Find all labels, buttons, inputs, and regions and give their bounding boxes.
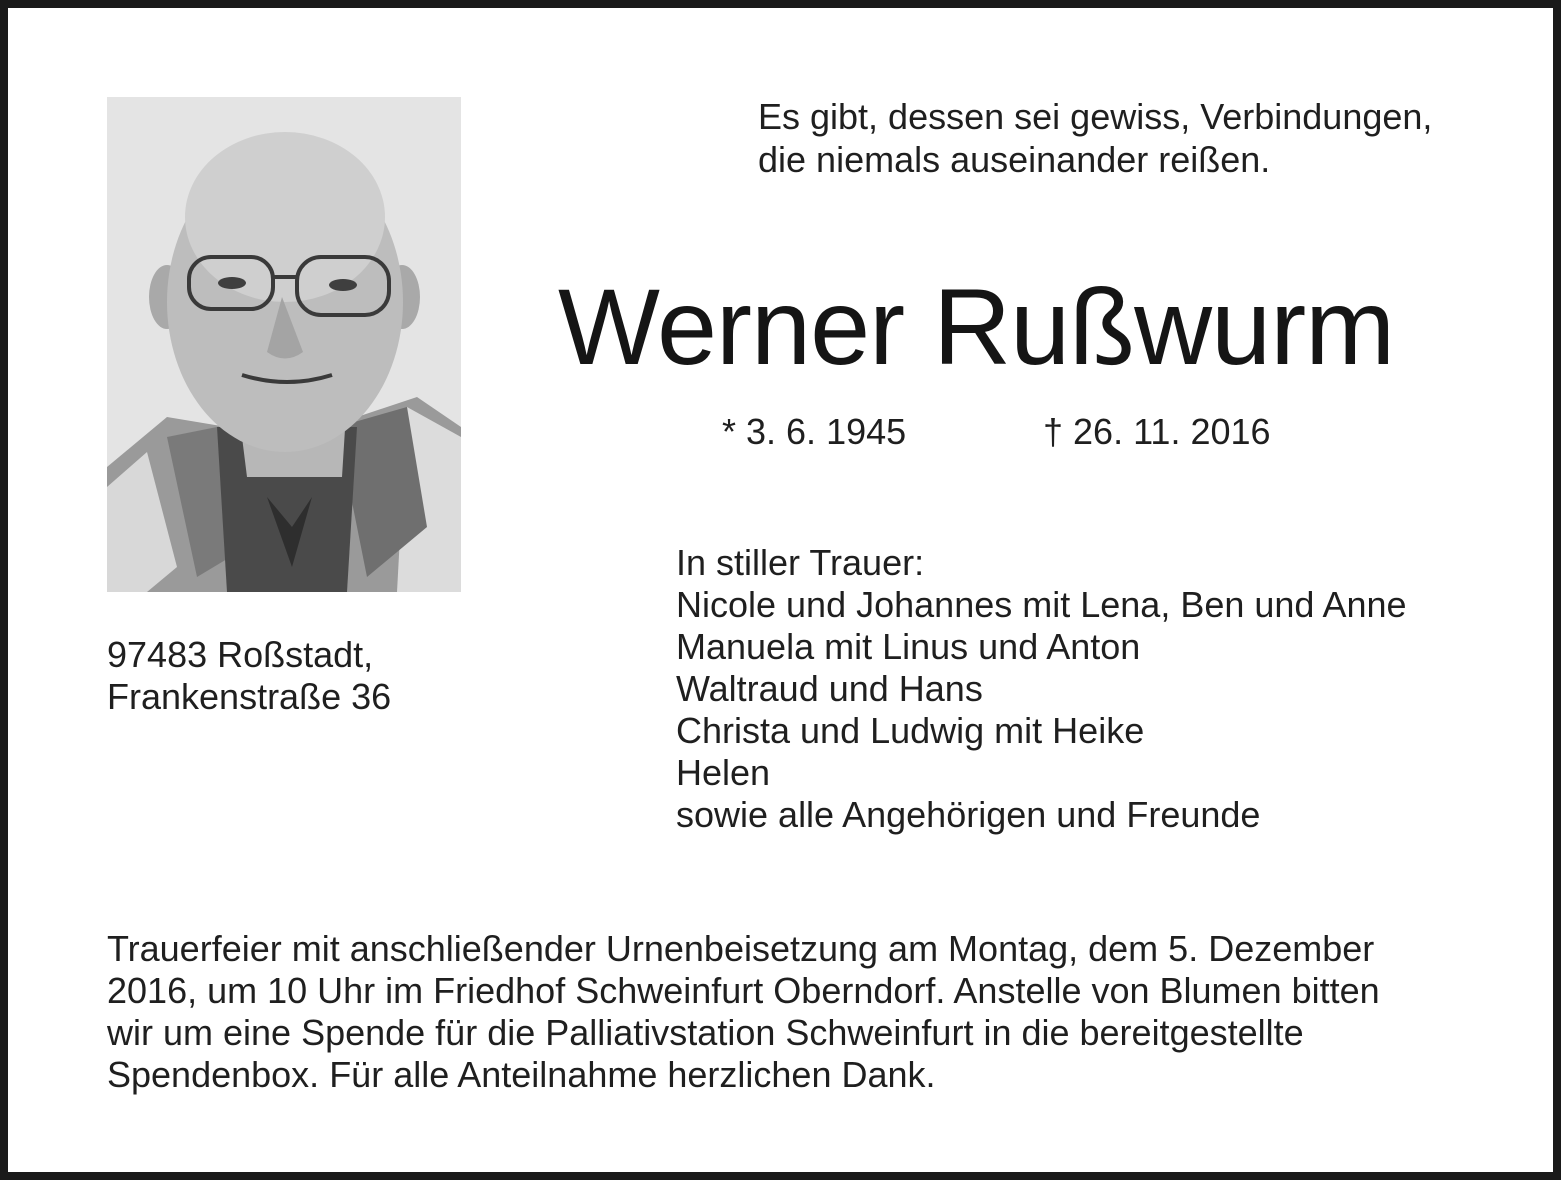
portrait-illustration xyxy=(107,97,461,592)
notice-line: Trauerfeier mit anschließender Urnenbeisetzung am Montag, dem 5. Dezember xyxy=(107,928,1375,969)
quote-line-1: Es gibt, dessen sei gewiss, Verbindungen, xyxy=(758,96,1433,137)
birth-date: * 3. 6. 1945 xyxy=(722,411,907,452)
mourner-entry: Waltraud und Hans xyxy=(676,668,983,709)
mourner-entry: Christa und Ludwig mit Heike xyxy=(676,710,1145,751)
notice-line: Spendenbox. Für alle Anteilnahme herzlichen Dank. xyxy=(107,1054,936,1095)
mourners-heading: In stiller Trauer: xyxy=(676,542,925,583)
mourner-entry: sowie alle Angehörigen und Freunde xyxy=(676,794,1261,835)
portrait-photo xyxy=(107,97,461,592)
mourner-entry: Helen xyxy=(676,752,771,793)
mourner-entry: Nicole und Johannes mit Lena, Ben und Anne xyxy=(676,584,1407,625)
address-line-2: Frankenstraße 36 xyxy=(107,676,392,717)
death-date: † 26. 11. 2016 xyxy=(1043,411,1271,452)
memorial-quote xyxy=(758,95,1432,181)
mourners-list xyxy=(676,542,1407,836)
notice-line: 2016, um 10 Uhr im Friedhof Schweinfurt Oberndorf. Anstelle von Blumen bitten xyxy=(107,970,1380,1011)
deceased-name: Werner Rußwurm xyxy=(558,266,1395,387)
quote-line-2: die niemals auseinander reißen. xyxy=(758,139,1271,180)
notice-line: wir um eine Spende für die Palliativstation Schweinfurt in die bereitgestellte xyxy=(107,1012,1304,1053)
address-line-1: 97483 Roßstadt, xyxy=(107,634,374,675)
mourner-entry: Manuela mit Linus und Anton xyxy=(676,626,1141,667)
funeral-notice xyxy=(107,928,1380,1096)
family-address xyxy=(107,634,391,718)
